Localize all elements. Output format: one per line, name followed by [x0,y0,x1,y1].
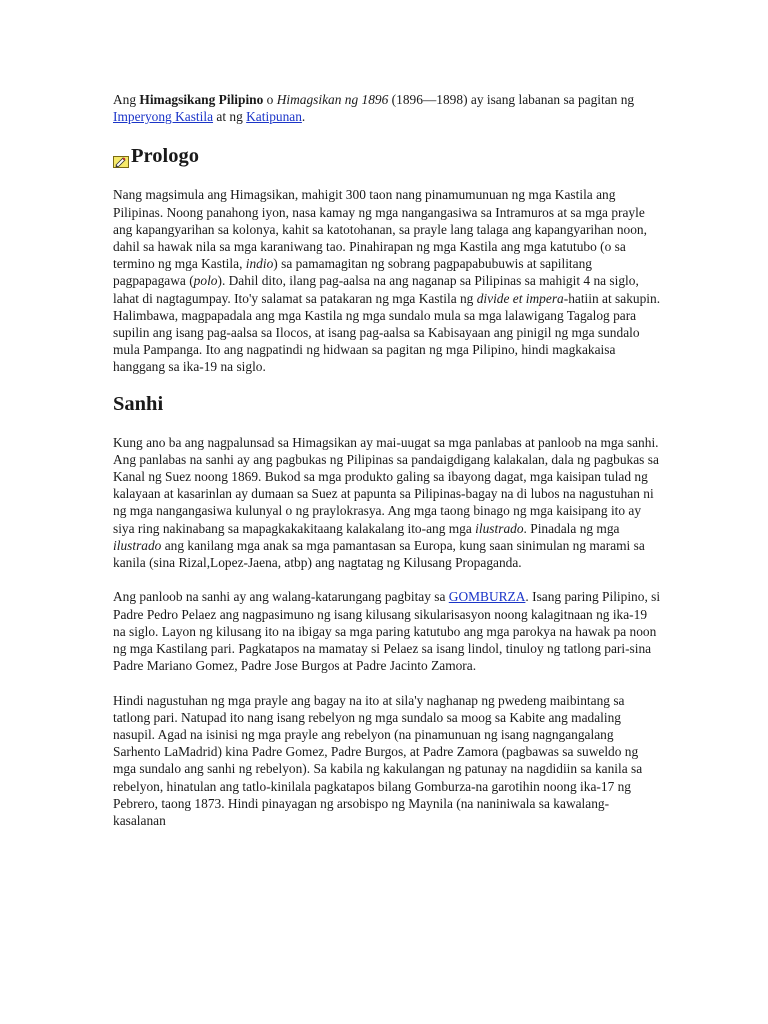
sanhi-text: Ang panloob na sanhi ay ang walang-katarungang pagbitay sa [113,589,449,605]
sanhi-paragraph-1 [113,434,661,572]
edit-icon[interactable] [113,150,130,164]
intro-text: o [263,92,277,107]
sanhi-paragraph-3: Hindi nagustuhan ng mga prayle ang bagay na ito at sila'y naghanap ng pwedeng maibintang sa tatlong pari. Natupad ito nang isang rebelyon ng mga sundalo sa moog sa Kabite ang madaling nasupil. Agad na isinisi ng mga prayle ang rebelyon (na pinamunuan ng isang nagngangalang Sarhento LaMadrid) kina Padre Gomez, Padre Burgos, at Padre Zamora (pagbawas sa suweldo ng mga sundalo ang sanhi ng rebelyon). Sa kabila ng kakulangan ng patunay na nagdidiin sa kanila sa rebelyon, hinatulan ang tatlo-kinilala pagkatapos bilang Gomburza-na garotihin noong ika-17 ng Pebrero, taong 1873. Hindi pinayagan ng arsobispo ng Maynila (na naniniwala sa kawalang-kasalanan [113,692,643,829]
sanhi-heading-text: Sanhi [113,392,164,415]
sanhi-text: ang kanilang mga anak sa mga pamantasan sa Europa, kung saan sinimulan ng marami sa kanila (sina Rizal,Lopez-Jaena, atbp) ang nagtatag ng Kilusang Propaganda. [113,537,645,571]
intro-text: (1896—1898) ay isang labanan sa pagitan ng [388,92,635,107]
prologo-text: -hatiin at sakupin. Halimbawa, magpapadala ang mga Kastila ng mga sundalo mula sa mga lalawigang Tagalog para supilin ang isang pag-aalsa sa Ilocos, at isang pag-aalsa sa Kabisayaan ang pinigil ng mga sundalo mula Pampanga. Ito ang nagpatindi ng hidwaan sa pagitan ng mga Pilipino, hindi magkakaisa hanggang sa ika-19 na siglo. [113,290,661,375]
italic-term-polo: polo [193,273,218,289]
link-gomburza[interactable]: GOMBURZA [448,589,526,605]
section-heading-prologo [113,143,661,169]
sanhi-text: Kung ano ba ang nagpalunsad sa Himagsikan ay mai-uugat sa mga panlabas at panloob na mga sanhi. Ang panlabas na sanhi ay ang pagbukas ng Pilipinas sa pandaigdigang kalakalan, dala ng pagbukas sa Kanal ng Suez noong 1869. Bukod sa mga produkto galing sa ibayong dagat, mga kaisipan tulad ng kalayaan at kasarinlan ay dumaan sa Suez at papunta sa Pilipinas-bagay na di lubos na nagustuhan ni ng mga nangangasiwa kulunyal o ng praylokrasya. Ang mga taong binago ng mga kaisipang ito ay siya ring nakinabang sa mapagkakakitaang kalakalang ito-ang mga [113,434,659,536]
italic-term-ilustrado: ilustrado [113,537,162,553]
link-katipunan[interactable]: Katipunan [246,109,302,125]
intro-text: . [301,109,306,125]
intro-text: Ang [113,92,140,107]
prologo-text: Nang magsimula ang Himagsikan, mahigit 300 taon nang pinamumunuan ng mga Kastila ang Pilipinas. Noong panahong iyon, nasa kamay ng mga nangangasiwa sa Intramuros at sa mga prayle ang kapangyarihan sa kolonya, kahit sa katotohanan, sa prayle lang talaga ang kapangyarihan noon, dahil sa hawak nila sa mga karaniwang tao. Pinahirapan ng mga Kastila ang mga katutubo (o sa termino ng mga Kastila, [113,187,647,272]
intro-text: at ng [213,109,247,125]
intro-bold-term: Himagsikang Pilipino [139,92,264,107]
intro-italic-term: Himagsikan ng 1896 [276,92,389,107]
article-body [113,91,661,829]
link-imperyong-kastila[interactable]: Imperyong Kastila [113,109,214,125]
intro-paragraph [113,91,661,125]
section-heading-sanhi [113,391,661,417]
italic-term-divide: divide et impera [476,290,564,306]
prologo-paragraph [113,186,661,375]
italic-term-ilustrado: ilustrado [475,520,524,536]
prologo-text: ) sa pamamagitan ng sobrang pagpapabubuwis at sapilitang pagpapagawa ( [113,256,592,289]
prologo-text: ). Dahil dito, ilang pag-aalsa na ang naganap sa Pilipinas sa mahigit 4 na siglo, lahat di nagtagumpay. Ito'y salamat sa patakaran ng mga Kastila ng [113,273,639,306]
sanhi-text: . Pinadala ng mga [523,520,620,536]
italic-term-indio: indio [245,256,274,272]
sanhi-paragraph-2 [113,588,661,674]
prologo-heading-text: Prologo [131,145,199,168]
sanhi-text: . Isang paring Pilipino, si Padre Pedro Pelaez ang nagpasimuno ng isang kilusang sikularisasyon noong kalagitnaan ng ika-19 na siglo. Layon ng kilusang ito na ibigay sa mga paring katutubo ang mga parokya na hawak pa noon ng mga Kastilang pari. Pagkatapos na mamatay si Pelaez sa isang lindol, tinuloy ng tatlong pari-sina Padre Mariano Gomez, Padre Jose Burgos at Padre Jacinto Zamora. [113,589,661,674]
